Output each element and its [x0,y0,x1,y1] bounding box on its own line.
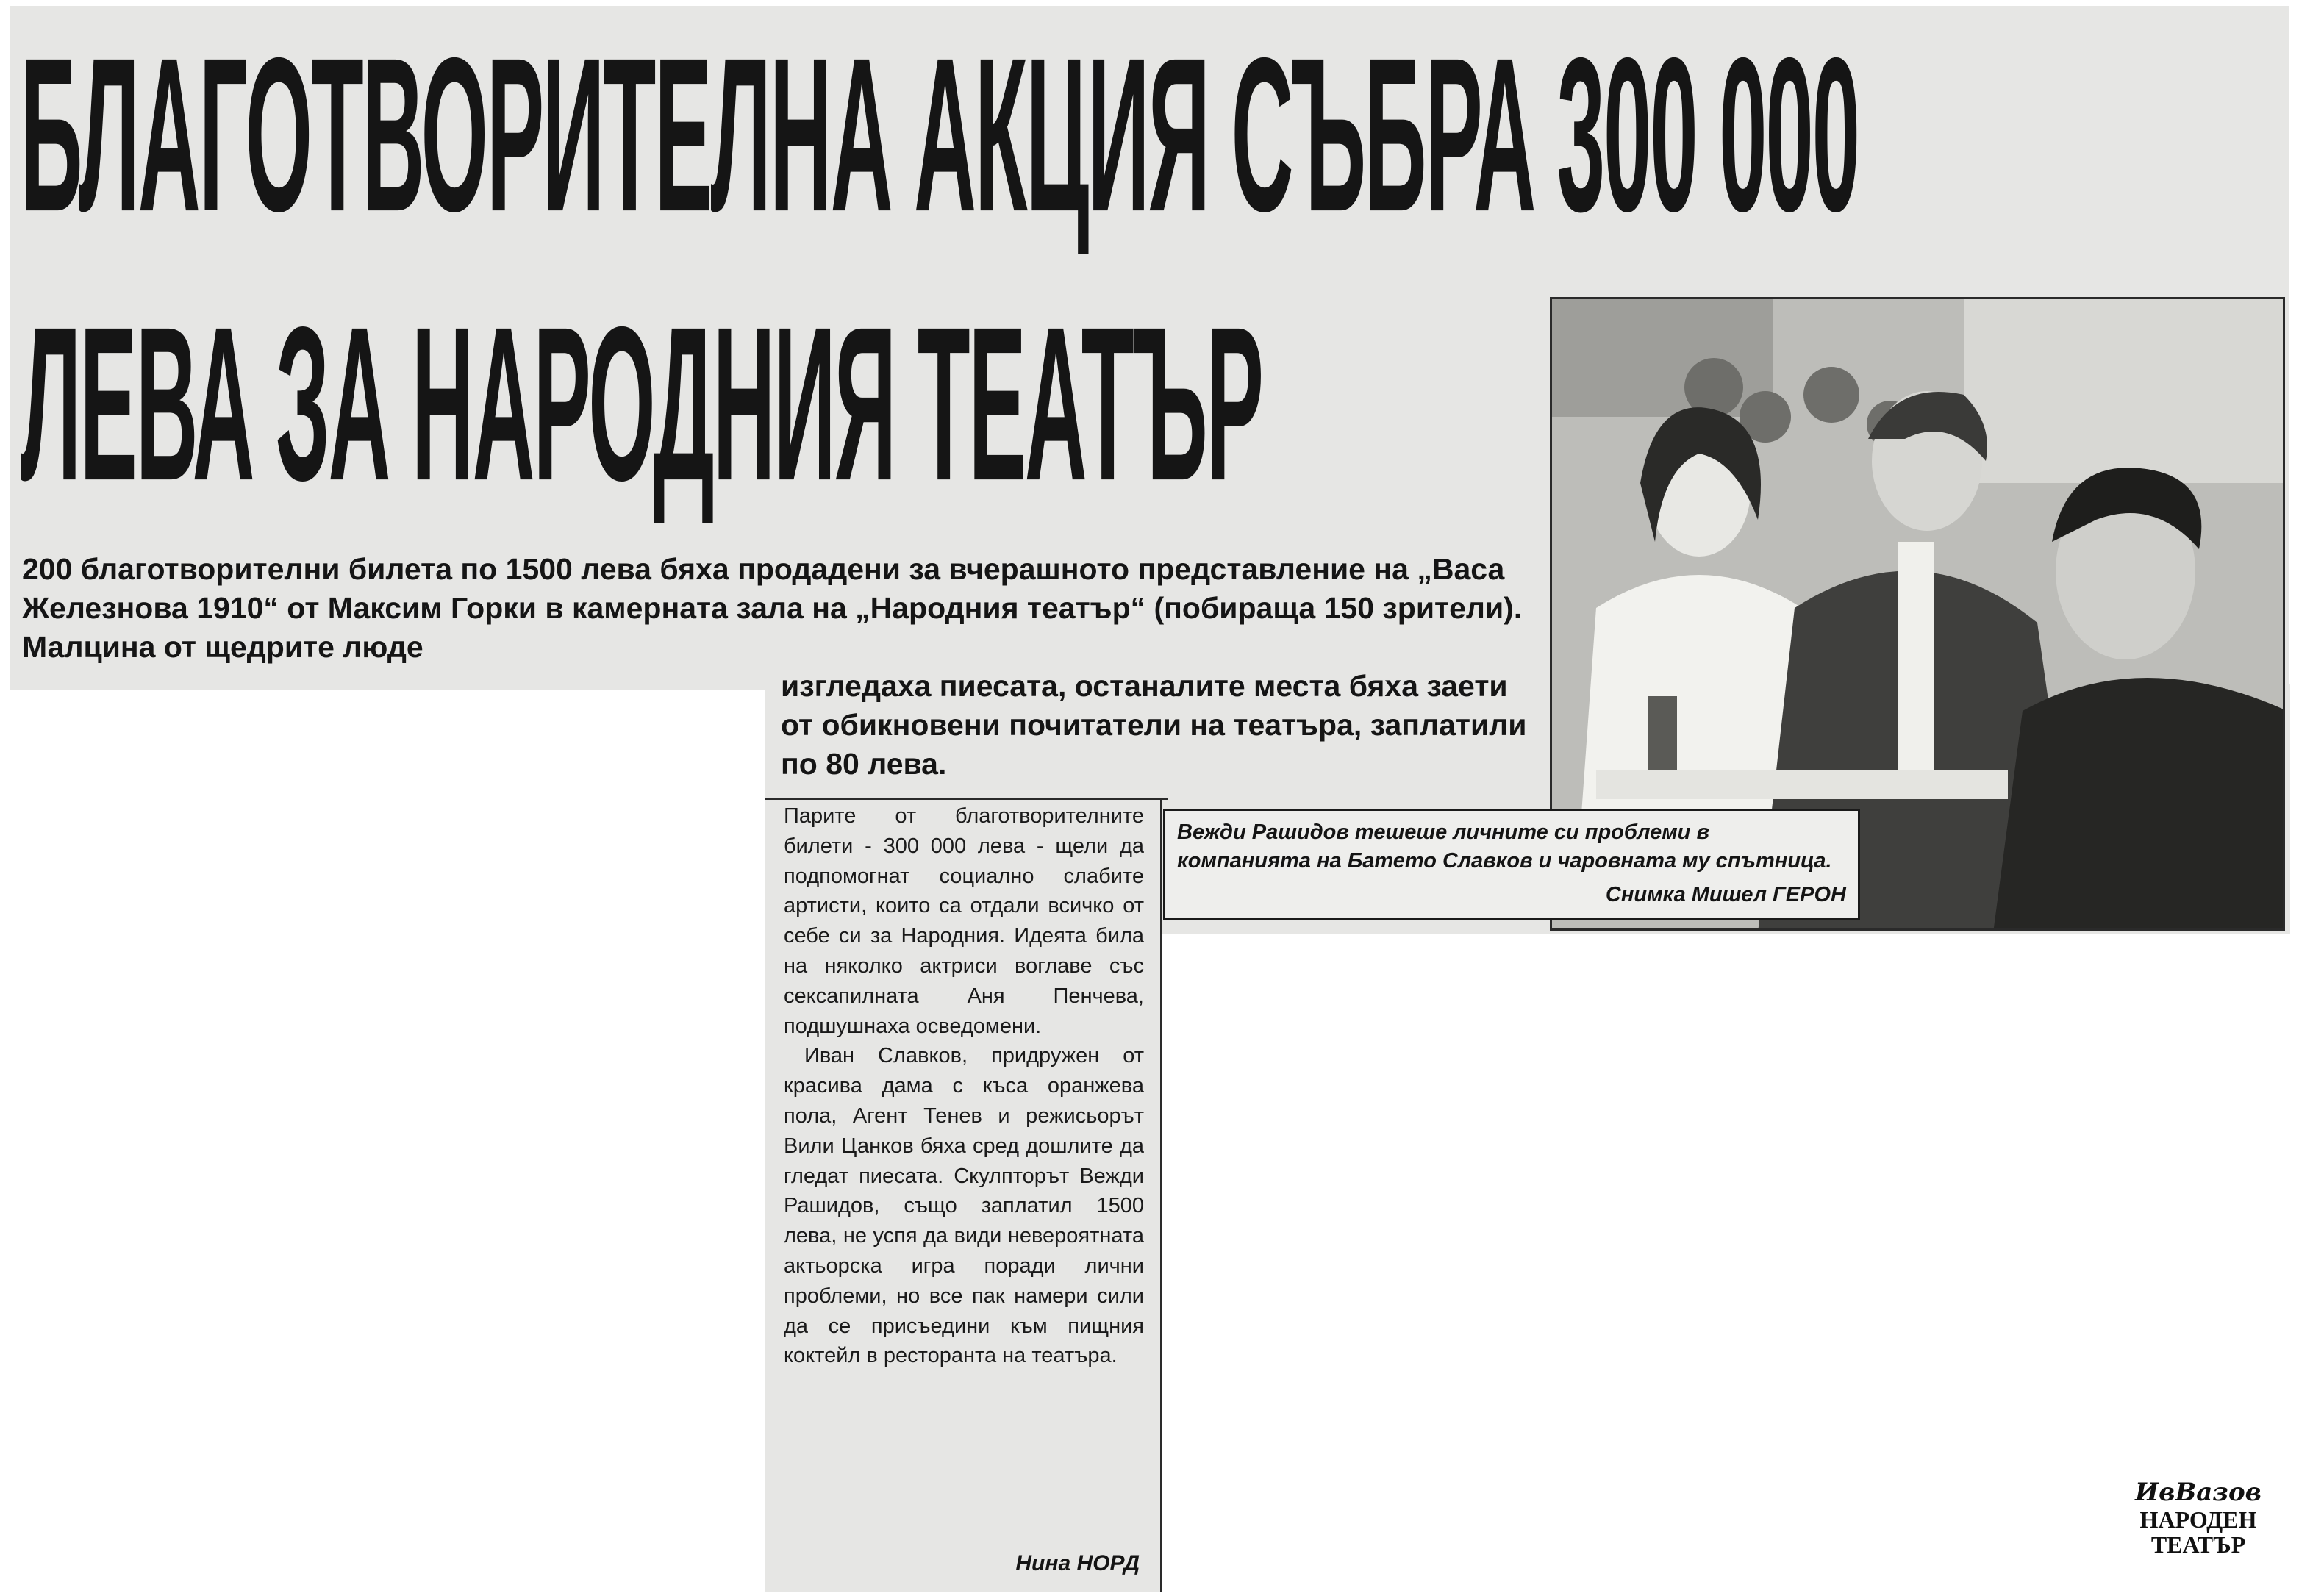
body-paragraph-2: Иван Славков, придружен от красива дама с къса оранжева пола, Агент Тенев и режисьорът Вили Цанков бяха сред дошлите да гледат пиесата. Скулпторът Вежди Рашидов, също заплатил 1500 лева, не успя да види невероятната актьорска игра поради лични проблеми, но все пак намери сили да се присъедини към пищния коктейл в ресторанта на театъра. [784,1044,1144,1368]
logo-signature: ИвВазов [2135,1478,2262,1507]
headline-line-2: ЛЕВА ЗА НАРОДНИЯ ТЕАТЪР [21,280,1262,526]
logo-word-2: ТЕАТЪР [2150,1531,2246,1558]
lede-paragraph-continued: изгледаха пиесата, останалите места бяха заети от обикновени почитатели на театъра, заплатили по 80 лева. [781,669,1527,781]
column-right-rule [1160,798,1162,1592]
caption-text: Вежди Рашидов тешеше личните си проблеми в компанията на Батето Славков и чаровната му спътница. [1177,820,1832,873]
headline-line-1: БЛАГОТВОРИТЕЛНА АКЦИЯ СЪБРА 300 000 [21,11,1859,257]
theatre-logo [2132,1478,2264,1588]
body-paragraph-1: Парите от благотворителните билети - 300 000 лева - щели да подпомогнат социално слабите артисти, които са отдали всичко от себе си за Народния. Идеята била на няколко актриси воглаве със сексапилната Аня Пенчева, подшушнаха осведомени. [784,804,1144,1038]
logo-word-1: НАРОДЕН [2139,1506,2257,1533]
author-byline: Нина НОРД [1015,1551,1140,1575]
article-body-column [784,801,1144,1371]
photo-credit: Снимка Мишел ГЕРОН [1605,883,1846,906]
photo-caption [1163,809,1860,920]
column-top-rule [765,798,1168,800]
lede-paragraph: 200 благотворителни билета по 1500 лева бяха продадени за вчерашното представление на „Васа Железнова 1910“ от Максим Горки в камерната зала на „Народния театър“ (побираща 150 зрители). Малцина от щедрите люде [22,552,1523,664]
